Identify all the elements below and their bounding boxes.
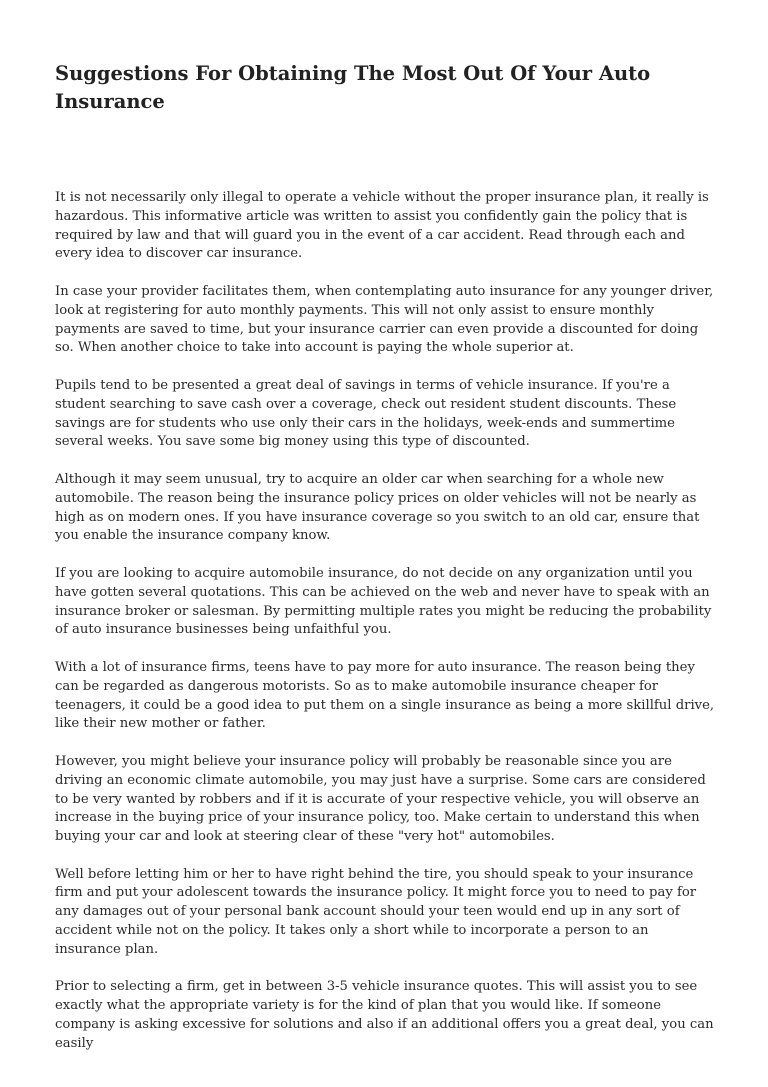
paragraph: If you are looking to acquire automobile insurance, do not decide on any organization until you have gotten several quotations. This can be achieved on the web and never have to speak with an insurance broker or salesman. By permitting multiple rates you might be reducing the probability of auto insurance businesses being unfaithful you. — [55, 565, 712, 638]
paragraph: Well before letting him or her to have right behind the tire, you should speak to your insurance firm and put your adolescent towards the insurance policy. It might force you to need to pay for any damages out of your personal bank account should your teen would end up in any sort of accident while not on the policy. It takes only a short while to incorporate a person to an insurance plan. — [55, 866, 697, 957]
paragraph: Prior to selecting a firm, get in between 3-5 vehicle insurance quotes. This will assist you to see exactly what the appropriate variety is for the kind of plan that you would like. If someone company is asking excessive for solutions and also if an additional offers you a great deal, you can easily — [55, 979, 714, 1051]
paragraph: It is not necessarily only illegal to operate a vehicle without the proper insurance plan, it really is hazardous. This informative article was written to assist you confidently gain the policy that is required by law and that will guard you in the event of a car accident. Read through each and every idea to discover car insurance. — [55, 190, 709, 262]
paragraph: With a lot of insurance firms, teens have to pay more for auto insurance. The reason being they can be regarded as dangerous motorists. So as to make automobile insurance cheaper for teenagers, it could be a good idea to put them on a single insurance as being a more skillful drive, like their new mother or father. — [55, 659, 715, 732]
paragraph: In case your provider facilitates them, when contemplating auto insurance for any younger driver, look at registering for auto monthly payments. This will not only assist to ensure monthly payments are saved to time, but your insurance carrier can even provide a discounted for doing so. When another choice to take into account is paying the whole superior at. — [55, 283, 714, 356]
paragraph: Although it may seem unusual, try to acquire an older car when searching for a whole new automobile. The reason being the insurance policy prices on older vehicles will not be nearly as high as on modern ones. If you have insurance coverage so you switch to an old car, ensure that you enable the insurance company know. — [55, 471, 700, 544]
paragraph: Pupils tend to be presented a great deal of savings in terms of vehicle insurance. If you're a student searching to save cash over a coverage, check out resident student discounts. These savings are for students who use only their cars in the holidays, week-ends and summertime several weeks. You save some big money using this type of discounted. — [55, 377, 677, 450]
document-body — [55, 189, 715, 1072]
document-title: Suggestions For Obtaining The Most Out Of Your Auto Insurance — [55, 62, 651, 113]
paragraph: However, you might believe your insurance policy will probably be reasonable since you are driving an economic climate automobile, you may just have a surprise. Some cars are considered to be very wanted by robbers and if it is accurate of your respective vehicle, you will observe an increase in the buying price of your insurance policy, too. Make certain to understand this when buying your car and look at steering clear of these "very hot" automobiles. — [55, 753, 706, 845]
